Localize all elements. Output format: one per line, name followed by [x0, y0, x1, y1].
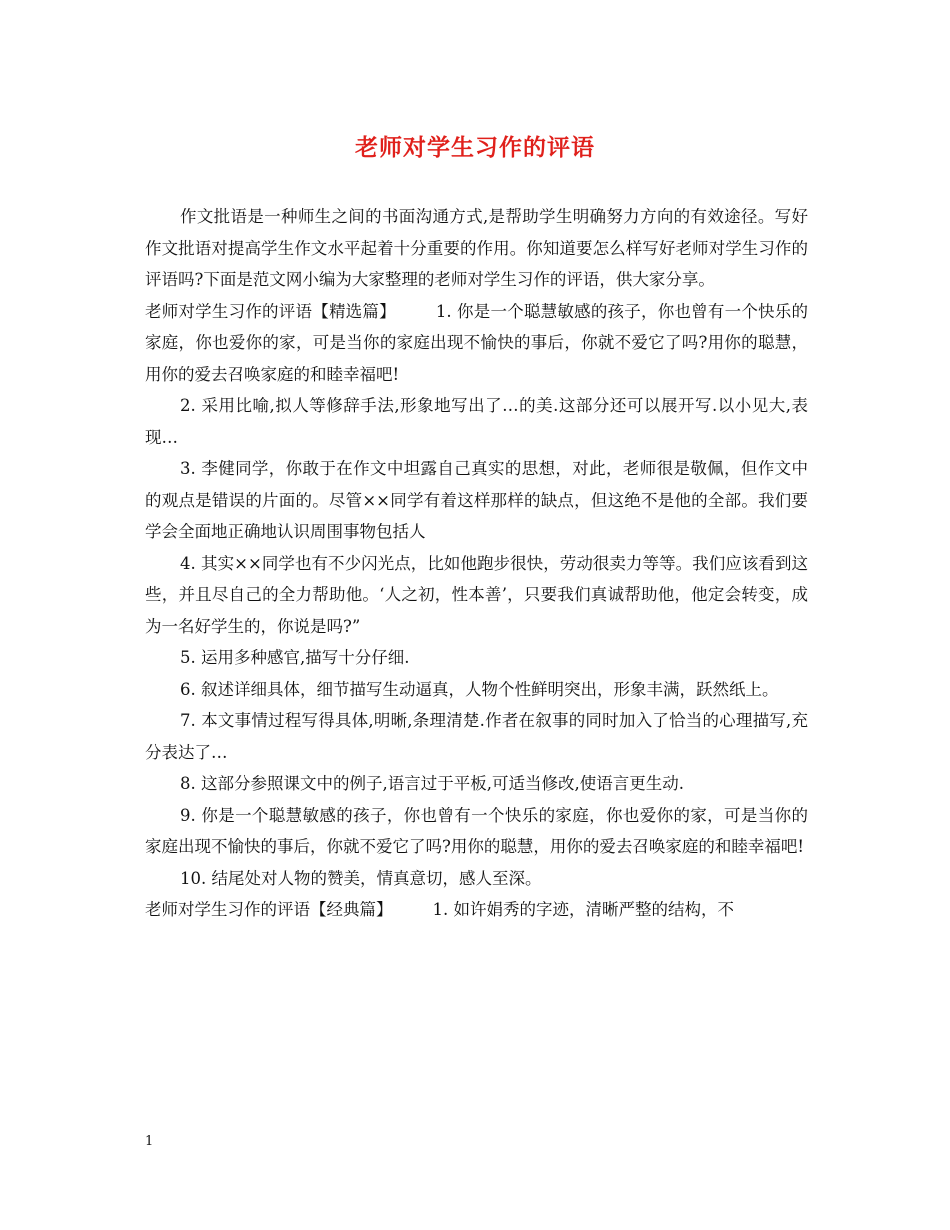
comment-item: 6. 叙述详细具体，细节描写生动逼真，人物个性鲜明突出，形象丰满，跃然纸上。 [180, 679, 779, 699]
comment-item: 2. 采用比喻,拟人等修辞手法,形象地写出了…的美.这部分还可以展开写.以小见大,表现… [145, 396, 808, 447]
document-title: 老师对学生习作的评语 [355, 134, 595, 161]
page-number: 1 [145, 1134, 154, 1149]
section-paragraph [145, 296, 808, 391]
section-paragraph [145, 894, 808, 926]
comment-item: 1. 你是一个聪慧敏感的孩子，你也曾有一个快乐的家庭，你也爱你的家，可是当你的家庭出现不愉快的事后，你就不爱它了吗?用你的聪慧，用你的爱去召唤家庭的和睦幸福吧! [145, 301, 808, 384]
intro-paragraph: 作文批语是一种师生之间的书面沟通方式,是帮助学生明确努力方向的有效途径。写好作文批语对提高学生作文水平起着十分重要的作用。你知道要怎么样写好老师对学生习作的评语吗?下面是范文网小编为大家整理的老师对学生习作的评语，供大家分享。 [145, 207, 808, 289]
section-heading: 老师对学生习作的评语【经典篇】 [145, 900, 393, 919]
comment-item: 3. 李健同学，你敢于在作文中坦露自己真实的思想，对此，老师很是敬佩，但作文中的观点是错误的片面的。尽管××同学有着这样那样的缺点，但这绝不是他的全部。我们要学会全面地正确地认识周围事物包括人 [145, 459, 808, 541]
comment-item: 8. 这部分参照课文中的例子,语言过于平板,可适当修改,使语言更生动. [180, 774, 684, 793]
comment-item: 1. 如许娟秀的字迹，清晰严整的结构，不 [432, 900, 734, 919]
document-body [145, 201, 808, 926]
comment-item: 4. 其实××同学也有不少闪光点，比如他跑步很快，劳动很卖力等等。我们应该看到这些，并且尽自己的全力帮助他。‘人之初，性本善’，只要我们真诚帮助他，他定会转变，成为一名好学生的，你说是吗?” [145, 553, 808, 636]
comment-item: 9. 你是一个聪慧敏感的孩子，你也曾有一个快乐的家庭，你也爱你的家，可是当你的家庭出现不愉快的事后，你就不爱它了吗?用你的聪慧，用你的爱去召唤家庭的和睦幸福吧! [145, 805, 808, 856]
comment-item: 10. 结尾处对人物的赞美，情真意切，感人至深。 [180, 868, 542, 888]
comment-item: 5. 运用多种感官,描写十分仔细. [180, 648, 410, 667]
section-heading: 老师对学生习作的评语【精选篇】 [145, 301, 396, 321]
comment-item: 7. 本文事情过程写得具体,明晰,条理清楚.作者在叙事的同时加入了恰当的心理描写,充分表达了… [145, 711, 808, 762]
